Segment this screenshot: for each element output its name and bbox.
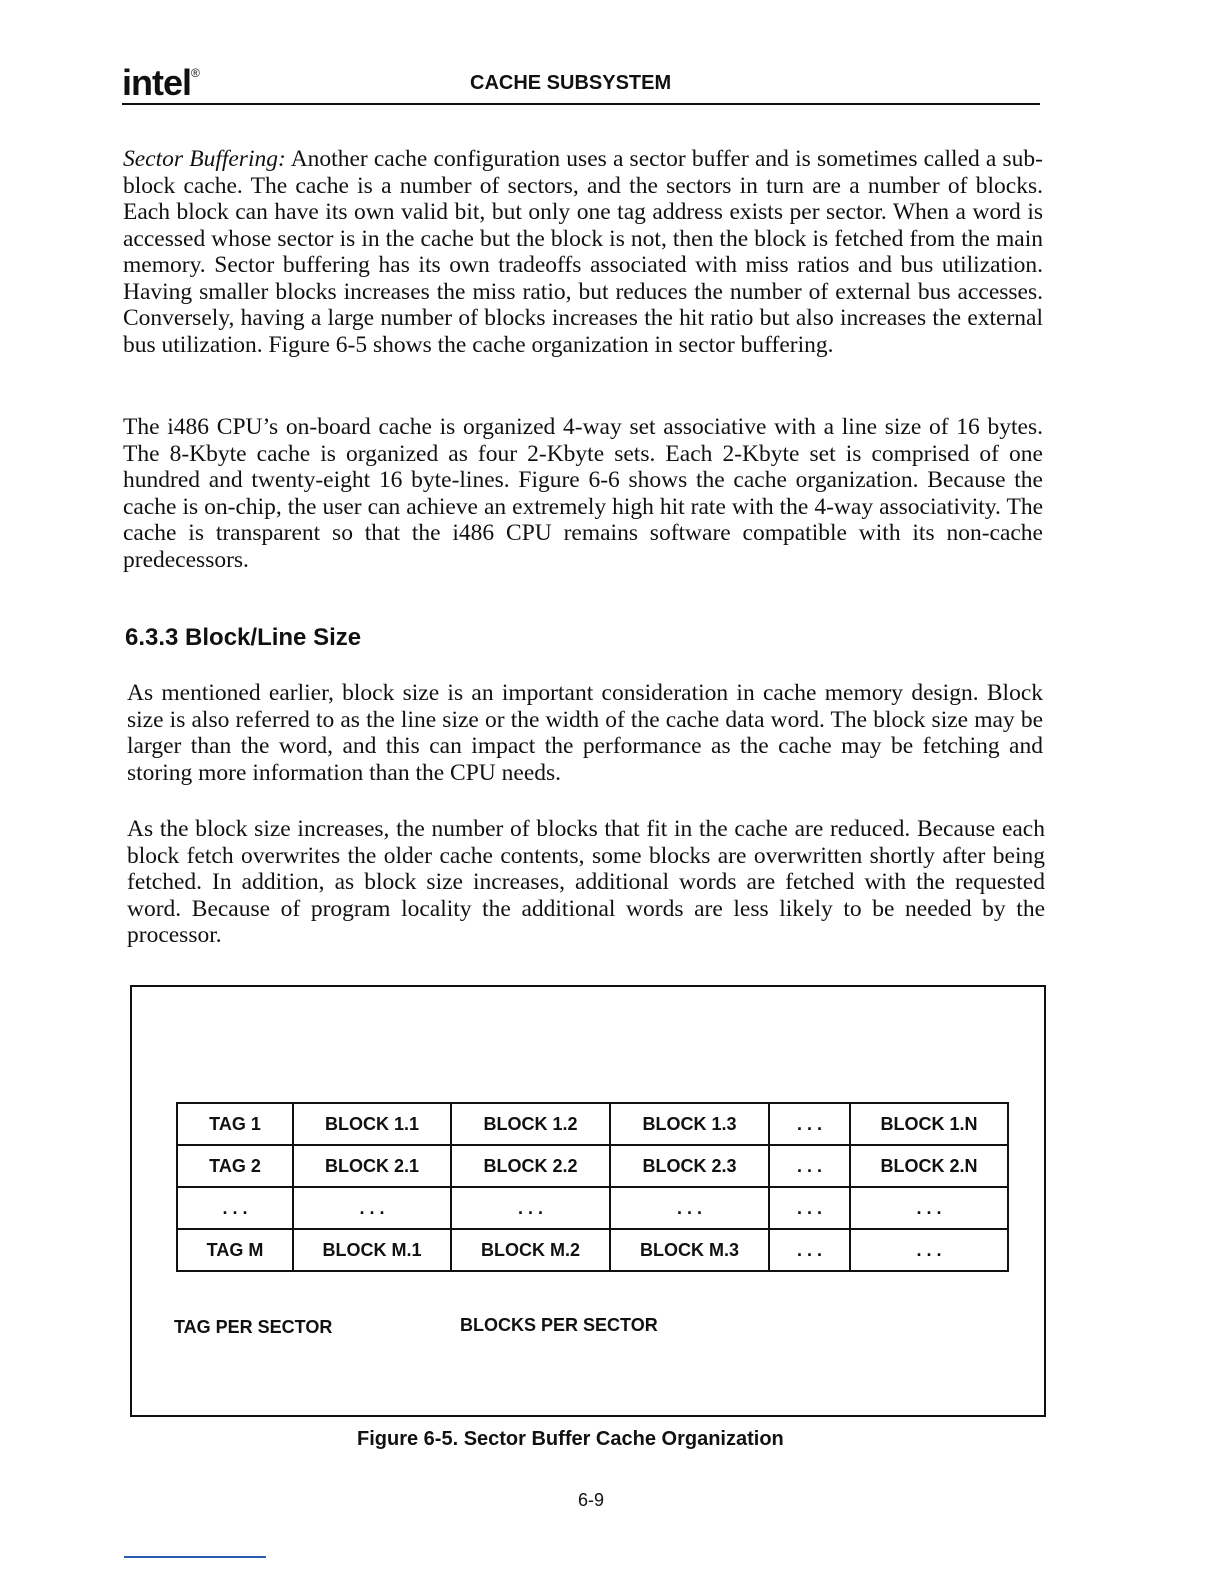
intel-logo xyxy=(122,62,199,104)
paragraph-lead-term: Sector Buffering: xyxy=(123,146,286,172)
block-cell: BLOCK M.2 xyxy=(451,1229,610,1271)
block-cell: BLOCK 2.3 xyxy=(610,1145,769,1187)
block-cell: BLOCK M.1 xyxy=(293,1229,451,1271)
block-cell: BLOCK 1.2 xyxy=(451,1103,610,1145)
blocks-per-sector-label: BLOCKS PER SECTOR xyxy=(460,1315,658,1335)
sector-buffer-table xyxy=(176,1102,1009,1272)
header-rule xyxy=(122,103,1040,105)
tag-cell: TAG 2 xyxy=(177,1145,293,1187)
figure-caption: Figure 6-5. Sector Buffer Cache Organization xyxy=(357,1428,784,1450)
logo-text: intel xyxy=(122,62,192,103)
paragraph-block-size: As mentioned earlier, block size is an important consideration in cache memory design. Block size is also referred to as the line size or the width of the cache data word. The block size may be larger than the word, and this can impact the performance as the cache may be fetching and storing more information than the CPU needs. xyxy=(127,680,1043,786)
block-cell: BLOCK 2.2 xyxy=(451,1145,610,1187)
tag-cell: TAG M xyxy=(177,1229,293,1271)
block-cell: BLOCK 1.1 xyxy=(293,1103,451,1145)
block-cell: BLOCK 2.1 xyxy=(293,1145,451,1187)
ellipsis-cell: . . . xyxy=(769,1187,850,1229)
table-row xyxy=(177,1187,1008,1229)
table-row xyxy=(177,1103,1008,1145)
table-row xyxy=(177,1229,1008,1271)
block-cell: BLOCK 1.3 xyxy=(610,1103,769,1145)
table-row xyxy=(177,1145,1008,1187)
block-cell: BLOCK M.3 xyxy=(610,1229,769,1271)
registered-mark: ® xyxy=(191,66,199,80)
paragraph-i486-cache: The i486 CPU’s on-board cache is organized 4-way set associative with a line size of 16 bytes. The 8-Kbyte cache is organized as four 2-Kbyte sets. Each 2-Kbyte set is comprised of one hundred and twenty-eight 16 byte-lines. Figure 6-6 shows the cache organization. Because the cache is on-chip, the user can achieve an extremely high hit rate with the 4-way associativity. The cache is transparent so that the i486 CPU remains software compatible with its non-cache predecessors. xyxy=(123,414,1043,573)
tag-per-sector-label: TAG PER SECTOR xyxy=(174,1317,333,1337)
paragraph-block-increase: As the block size increases, the number of blocks that fit in the cache are reduced. Because each block fetch overwrites the older cache contents, some blocks are overwritten shortly after being fetched. In addition, as block size increases, additional words are fetched with the requested word. Because of program locality the additional words are less likely to be needed by the processor. xyxy=(127,816,1045,948)
block-cell: BLOCK 1.N xyxy=(850,1103,1008,1145)
ellipsis-cell: . . . xyxy=(177,1187,293,1229)
ellipsis-cell: . . . xyxy=(293,1187,451,1229)
tag-cell: TAG 1 xyxy=(177,1103,293,1145)
page-number: 6-9 xyxy=(578,1490,605,1510)
ellipsis-cell: . . . xyxy=(451,1187,610,1229)
section-heading: 6.3.3 Block/Line Size xyxy=(125,624,362,651)
ellipsis-cell: . . . xyxy=(850,1229,1008,1271)
scan-edge-line xyxy=(124,1556,266,1558)
running-header-title: CACHE SUBSYSTEM xyxy=(470,72,672,94)
ellipsis-cell: . . . xyxy=(769,1229,850,1271)
ellipsis-cell: . . . xyxy=(850,1187,1008,1229)
paragraph-body: Another cache configuration uses a sector buffer and is sometimes called a sub-block cache. The cache is a number of sectors, and the sectors in turn are a number of blocks. Each block can have its own valid bit, but only one tag address exists per sector. When a word is accessed whose sector is in the cache but the block is not, then the block is fetched from the main memory. Sector buffering has its own tradeoffs associated with miss ratios and bus utilization. Having smaller blocks increases the miss ratio, but reduces the number of external bus accesses. Conversely, having a large number of blocks increases the hit ratio but also increases the external bus utilization. Figure 6-5 shows the cache organization in sector buffering. xyxy=(123,146,1043,358)
paragraph-sector-buffering xyxy=(123,146,1043,358)
figure-frame xyxy=(130,985,1046,1417)
ellipsis-cell: . . . xyxy=(769,1145,850,1187)
ellipsis-cell: . . . xyxy=(769,1103,850,1145)
block-cell: BLOCK 2.N xyxy=(850,1145,1008,1187)
ellipsis-cell: . . . xyxy=(610,1187,769,1229)
